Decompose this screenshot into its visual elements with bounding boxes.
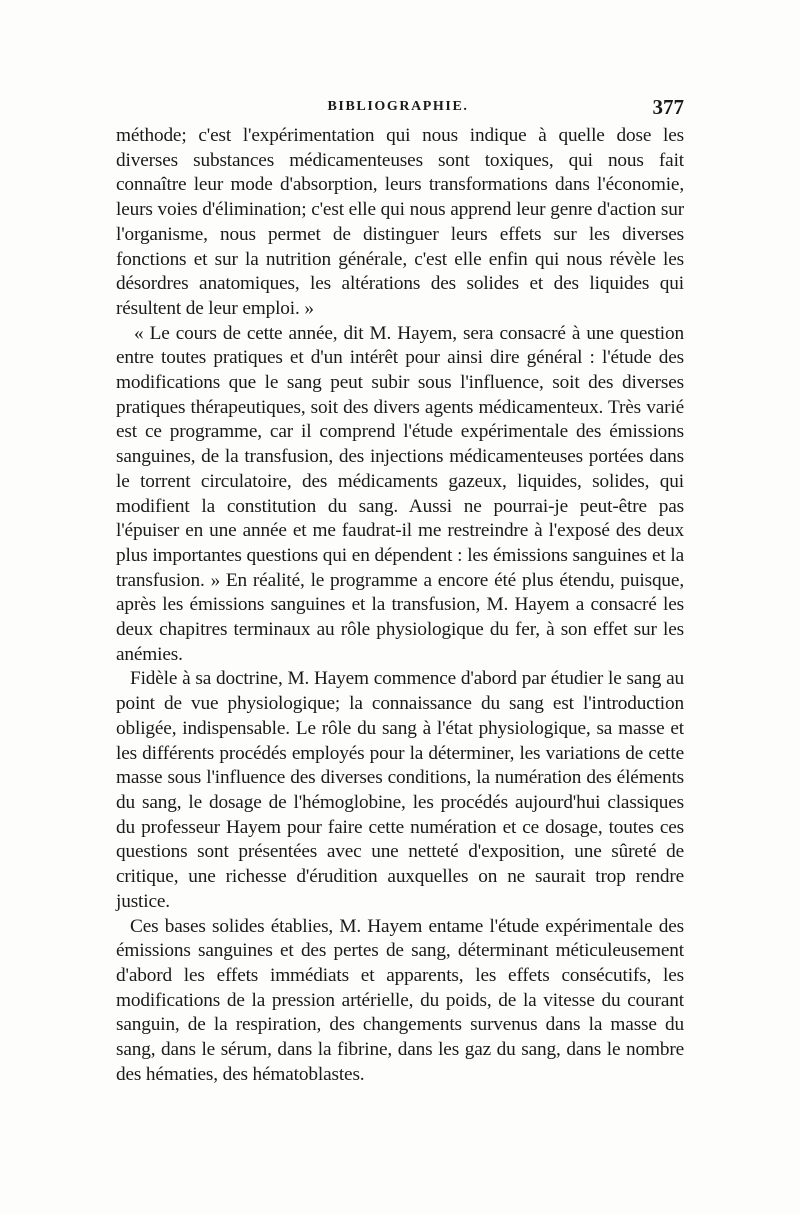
paragraph-continuation: méthode; c'est l'expérimentation qui nous indique à quelle dose les diverses substances médicamenteuses sont toxiques, qui nous fait connaître leur mode d'absorption, leurs transformations dans l'économie, leurs voies d'élimination; c'est elle qui nous apprend leur genre d'action sur l'organisme, nous permet de distinguer leurs effets sur les diverses fonctions et sur la nutrition générale, c'est elle enfin qui nous révèle les désordres anatomiques, les altérations des solides et des liquides qui résultent de leur emploi. »	[116, 125, 684, 319]
paragraph-doctrine: Fidèle à sa doctrine, M. Hayem commence d'abord par étudier le sang au point de vue physiologique; la connaissance du sang est l'introduction obligée, indispensable. Le rôle du sang à l'état physiologique, sa masse et les différents procédés employés pour la déterminer, les variations de cette masse sous l'influence des diverses conditions, la numération des éléments du sang, le dosage de l'hémoglobine, les procédés aujourd'hui classiques du professeur Hayem pour faire cette numération et ce dosage, toutes ces questions sont présentées avec une netteté d'exposition, une sûreté de critique, une richesse d'érudition auxquelles on ne saurait trop rendre justice.	[116, 668, 684, 912]
body-text	[116, 124, 684, 1087]
running-title: BIBLIOGRAPHIE.	[327, 99, 469, 114]
paragraph-emissions: Ces bases solides établies, M. Hayem entame l'étude expérimentale des émissions sanguines et des pertes de sang, déterminant méticuleusement d'abord les effets immédiats et apparents, les effets consécutifs, les modifications de la pression artérielle, du poids, de la vitesse du courant sanguin, de la respiration, des changements survenus dans la masse du sang, dans le sérum, dans la fibrine, dans les gaz du sang, dans le nombre des hématies, des hématoblastes.	[116, 915, 684, 1085]
page-header	[112, 95, 684, 123]
paragraph-quote-hayem: « Le cours de cette année, dit M. Hayem, sera consacré à une question entre toutes pratiques et d'un intérêt pour ainsi dire général : l'étude des modifications que le sang peut subir sous l'influence, soit des diverses pratiques thérapeutiques, soit des divers agents médicamenteux. Très varié est ce programme, car il comprend l'étude expérimentale des émissions sanguines, de la transfusion, des injections médicamenteuses portées dans le torrent circulatoire, des médicaments gazeux, liquides, solides, qui modifient la constitution du sang. Aussi ne pourrai-je peut-être pas l'épuiser en une année et me faudrat-il me restreindre à l'exposé des deux plus importantes questions qui en dépendent : les émissions sanguines et la transfusion. » En réalité, le programme a encore été plus étendu, puisque, après les émissions sanguines et la transfusion, M. Hayem a consacré les deux chapitres terminaux au rôle physiologique du fer, à son effet sur les anémies.	[116, 322, 684, 665]
page-number: 377	[652, 95, 684, 119]
